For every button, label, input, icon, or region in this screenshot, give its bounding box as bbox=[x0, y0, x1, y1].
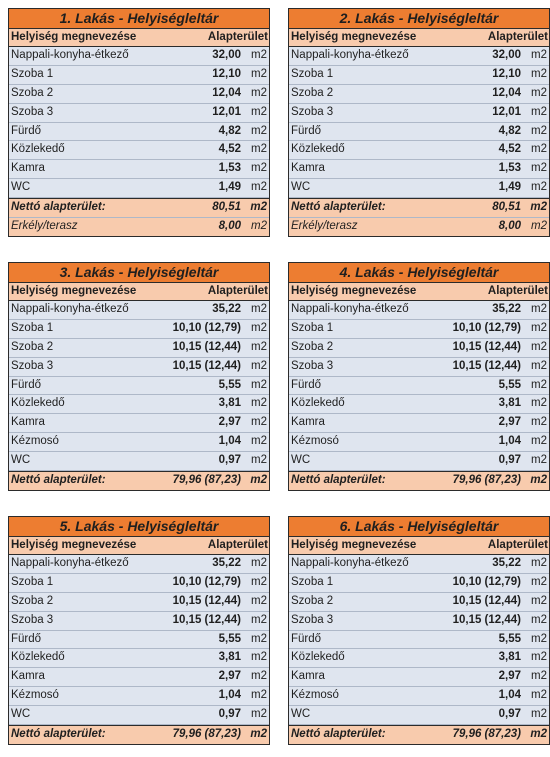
cell-value: 3,81 bbox=[218, 651, 241, 664]
cell-name: Kézmosó bbox=[11, 689, 59, 702]
table-row bbox=[289, 85, 549, 104]
cell-value: 12,01 bbox=[492, 105, 521, 118]
cell-name: Nettó alapterület: bbox=[11, 201, 106, 214]
cell-name: Nappali-konyha-étkező bbox=[11, 557, 129, 569]
cell-unit: m2 bbox=[251, 594, 267, 607]
table-row bbox=[9, 395, 269, 414]
table-row bbox=[9, 631, 269, 650]
table-row bbox=[289, 593, 549, 612]
cell-unit: m2 bbox=[250, 728, 267, 741]
cell-name: Erkély/terasz bbox=[291, 220, 358, 233]
table-row bbox=[289, 706, 549, 725]
cell-unit: m2 bbox=[531, 708, 547, 721]
cell-value: 80,51 bbox=[492, 201, 521, 214]
cell-name: WC bbox=[11, 708, 31, 721]
cell-value: 35,22 bbox=[492, 303, 521, 315]
cell-name: WC bbox=[11, 181, 31, 194]
cell-unit: m2 bbox=[531, 181, 547, 194]
table-row bbox=[9, 414, 269, 433]
cell-name: WC bbox=[291, 454, 311, 467]
cell-name: Közlekedő bbox=[11, 143, 65, 156]
table-row bbox=[9, 377, 269, 396]
cell-name: Fürdő bbox=[291, 632, 322, 645]
table-row bbox=[289, 104, 549, 123]
cell-name: Szoba 2 bbox=[11, 340, 54, 353]
table-row bbox=[289, 160, 549, 179]
cell-name: Nettó alapterület: bbox=[11, 474, 106, 487]
cell-value: 3,81 bbox=[218, 397, 241, 410]
cell-value: 5,55 bbox=[498, 632, 521, 645]
cell-value: 1,04 bbox=[218, 435, 241, 448]
table-row bbox=[289, 358, 549, 377]
cell-name: Szoba 3 bbox=[291, 359, 334, 372]
cell-unit: m2 bbox=[250, 474, 267, 487]
cell-name: Közlekedő bbox=[291, 397, 345, 410]
table-row bbox=[289, 433, 549, 452]
cell-unit: m2 bbox=[251, 124, 267, 137]
cell-name: Nappali-konyha-étkező bbox=[11, 49, 129, 61]
apartment-table-2 bbox=[288, 8, 550, 237]
cell-name: Nettó alapterület: bbox=[291, 201, 386, 214]
cell-unit: m2 bbox=[531, 613, 547, 626]
cell-value: 32,00 bbox=[492, 49, 521, 61]
cell-name: Fürdő bbox=[11, 632, 42, 645]
apartment-table-1 bbox=[8, 8, 270, 237]
cell-value: 12,04 bbox=[492, 86, 521, 99]
cell-unit: m2 bbox=[531, 105, 547, 118]
cell-name: Fürdő bbox=[11, 378, 42, 391]
cell-value: 35,22 bbox=[212, 557, 241, 569]
cell-name: Nappali-konyha-étkező bbox=[11, 303, 129, 315]
cell-name: Szoba 3 bbox=[11, 613, 54, 626]
cell-name: Nappali-konyha-étkező bbox=[291, 49, 409, 61]
cell-name: Kamra bbox=[11, 670, 45, 683]
cell-unit: m2 bbox=[251, 689, 267, 702]
table-header bbox=[289, 29, 549, 47]
cell-unit: m2 bbox=[531, 49, 547, 61]
cell-unit: m2 bbox=[251, 143, 267, 156]
cell-unit: m2 bbox=[531, 340, 547, 353]
cell-value: 2,97 bbox=[218, 416, 241, 429]
cell-unit: m2 bbox=[531, 162, 547, 175]
table-row bbox=[9, 47, 269, 66]
table-row bbox=[9, 649, 269, 668]
cell-name: Szoba 1 bbox=[11, 321, 54, 334]
cell-name: Erkély/terasz bbox=[11, 220, 78, 233]
table-row bbox=[9, 687, 269, 706]
table-row bbox=[9, 320, 269, 339]
cell-name: Kamra bbox=[291, 416, 325, 429]
cell-name: Közlekedő bbox=[291, 143, 345, 156]
cell-unit: m2 bbox=[531, 378, 547, 391]
cell-value: 12,04 bbox=[212, 86, 241, 99]
cell-unit: m2 bbox=[531, 557, 547, 569]
cell-unit: m2 bbox=[251, 575, 267, 588]
cell-value: 3,81 bbox=[498, 397, 521, 410]
net-area-row bbox=[289, 198, 549, 218]
cell-unit: m2 bbox=[251, 340, 267, 353]
table-row bbox=[9, 179, 269, 198]
cell-unit: m2 bbox=[251, 220, 267, 233]
table-header bbox=[9, 283, 269, 301]
table-row bbox=[289, 320, 549, 339]
cell-unit: m2 bbox=[251, 359, 267, 372]
cell-name: Szoba 3 bbox=[11, 359, 54, 372]
cell-unit: m2 bbox=[531, 303, 547, 315]
column-header-room-name: Helyiség megnevezése bbox=[11, 31, 137, 43]
cell-name: Kézmosó bbox=[291, 689, 339, 702]
cell-name: Szoba 1 bbox=[11, 575, 54, 588]
cell-value: 1,53 bbox=[218, 162, 241, 175]
cell-name: Közlekedő bbox=[11, 397, 65, 410]
cell-value: 10,15 (12,44) bbox=[452, 594, 521, 607]
table-row bbox=[289, 377, 549, 396]
net-area-row bbox=[289, 471, 549, 490]
table-row bbox=[9, 452, 269, 471]
cell-value: 10,15 (12,44) bbox=[172, 613, 241, 626]
cell-unit: m2 bbox=[251, 651, 267, 664]
table-row bbox=[9, 668, 269, 687]
cell-unit: m2 bbox=[531, 632, 547, 645]
cell-unit: m2 bbox=[531, 67, 547, 80]
cell-name: Szoba 2 bbox=[11, 86, 54, 99]
cell-name: Közlekedő bbox=[291, 651, 345, 664]
cell-value: 4,82 bbox=[218, 124, 241, 137]
column-header-area: Alapterület bbox=[207, 539, 268, 551]
cell-value: 0,97 bbox=[498, 708, 521, 721]
cell-unit: m2 bbox=[531, 594, 547, 607]
column-header-room-name: Helyiség megnevezése bbox=[291, 285, 417, 297]
table-row bbox=[9, 593, 269, 612]
cell-unit: m2 bbox=[251, 67, 267, 80]
cell-unit: m2 bbox=[531, 689, 547, 702]
cell-name: Szoba 1 bbox=[11, 67, 54, 80]
net-area-row bbox=[9, 725, 269, 744]
table-row bbox=[9, 301, 269, 320]
cell-name: Szoba 3 bbox=[11, 105, 54, 118]
cell-name: Fürdő bbox=[291, 124, 322, 137]
column-header-area: Alapterület bbox=[207, 285, 268, 297]
cell-value: 32,00 bbox=[212, 49, 241, 61]
cell-value: 5,55 bbox=[218, 632, 241, 645]
cell-value: 10,10 (12,79) bbox=[172, 321, 241, 334]
table-row bbox=[9, 574, 269, 593]
cell-value: 4,52 bbox=[498, 143, 521, 156]
table-row bbox=[9, 433, 269, 452]
table-header bbox=[9, 29, 269, 47]
cell-unit: m2 bbox=[251, 86, 267, 99]
cell-value: 2,97 bbox=[218, 670, 241, 683]
cell-unit: m2 bbox=[531, 435, 547, 448]
cell-value: 5,55 bbox=[498, 378, 521, 391]
cell-unit: m2 bbox=[251, 670, 267, 683]
cell-name: WC bbox=[291, 181, 311, 194]
cell-unit: m2 bbox=[531, 416, 547, 429]
table-row bbox=[289, 179, 549, 198]
table-row bbox=[9, 104, 269, 123]
cell-name: Szoba 2 bbox=[291, 86, 334, 99]
cell-unit: m2 bbox=[251, 105, 267, 118]
cell-value: 79,96 (87,23) bbox=[452, 728, 521, 741]
cell-name: Szoba 2 bbox=[291, 340, 334, 353]
cell-value: 10,10 (12,79) bbox=[452, 321, 521, 334]
table-row bbox=[289, 631, 549, 650]
cell-value: 1,49 bbox=[498, 181, 521, 194]
apartment-table-6 bbox=[288, 516, 550, 745]
cell-unit: m2 bbox=[251, 162, 267, 175]
cell-value: 10,15 (12,44) bbox=[452, 340, 521, 353]
column-header-room-name: Helyiség megnevezése bbox=[291, 539, 417, 551]
cell-name: Szoba 2 bbox=[11, 594, 54, 607]
table-row bbox=[289, 555, 549, 574]
table-row bbox=[289, 301, 549, 320]
table-row bbox=[289, 66, 549, 85]
cell-name: Fürdő bbox=[291, 378, 322, 391]
cell-name: Nettó alapterület: bbox=[291, 474, 386, 487]
table-title: 4. Lakás - Helyiségleltár bbox=[289, 263, 549, 283]
cell-value: 10,15 (12,44) bbox=[452, 359, 521, 372]
column-header-area: Alapterület bbox=[487, 31, 548, 43]
cell-value: 3,81 bbox=[498, 651, 521, 664]
cell-value: 10,10 (12,79) bbox=[452, 575, 521, 588]
cell-value: 35,22 bbox=[212, 303, 241, 315]
cell-name: Szoba 2 bbox=[291, 594, 334, 607]
cell-value: 8,00 bbox=[498, 220, 521, 233]
cell-unit: m2 bbox=[251, 378, 267, 391]
table-title: 3. Lakás - Helyiségleltár bbox=[9, 263, 269, 283]
apartment-table-5 bbox=[8, 516, 270, 745]
table-row bbox=[289, 47, 549, 66]
cell-name: Kézmosó bbox=[291, 435, 339, 448]
cell-unit: m2 bbox=[531, 670, 547, 683]
cell-unit: m2 bbox=[530, 201, 547, 214]
cell-value: 79,96 (87,23) bbox=[452, 474, 521, 487]
cell-name: Kamra bbox=[11, 416, 45, 429]
apartment-table-4 bbox=[288, 262, 550, 491]
table-row bbox=[289, 414, 549, 433]
cell-unit: m2 bbox=[531, 397, 547, 410]
cell-value: 1,49 bbox=[218, 181, 241, 194]
cell-name: Szoba 1 bbox=[291, 575, 334, 588]
table-title: 1. Lakás - Helyiségleltár bbox=[9, 9, 269, 29]
cell-name: Fürdő bbox=[11, 124, 42, 137]
cell-value: 0,97 bbox=[218, 708, 241, 721]
cell-value: 79,96 (87,23) bbox=[172, 728, 241, 741]
table-row bbox=[9, 85, 269, 104]
cell-value: 1,53 bbox=[498, 162, 521, 175]
cell-unit: m2 bbox=[250, 201, 267, 214]
cell-unit: m2 bbox=[251, 416, 267, 429]
cell-value: 0,97 bbox=[218, 454, 241, 467]
cell-value: 10,15 (12,44) bbox=[172, 340, 241, 353]
cell-value: 8,00 bbox=[218, 220, 241, 233]
table-row bbox=[289, 668, 549, 687]
cell-value: 12,01 bbox=[212, 105, 241, 118]
cell-unit: m2 bbox=[251, 181, 267, 194]
cell-name: WC bbox=[11, 454, 31, 467]
table-header bbox=[289, 283, 549, 301]
cell-unit: m2 bbox=[251, 321, 267, 334]
table-title: 6. Lakás - Helyiségleltár bbox=[289, 517, 549, 537]
table-row bbox=[289, 141, 549, 160]
net-area-row bbox=[289, 725, 549, 744]
cell-value: 4,52 bbox=[218, 143, 241, 156]
cell-name: Közlekedő bbox=[11, 651, 65, 664]
table-row bbox=[9, 141, 269, 160]
column-header-room-name: Helyiség megnevezése bbox=[291, 31, 417, 43]
table-row bbox=[289, 612, 549, 631]
cell-unit: m2 bbox=[251, 632, 267, 645]
table-row bbox=[9, 358, 269, 377]
apartment-table-3 bbox=[8, 262, 270, 491]
table-row bbox=[9, 339, 269, 358]
balcony-row bbox=[289, 218, 549, 236]
table-row bbox=[9, 555, 269, 574]
table-title: 2. Lakás - Helyiségleltár bbox=[289, 9, 549, 29]
cell-name: Nettó alapterület: bbox=[11, 728, 106, 741]
cell-value: 10,15 (12,44) bbox=[172, 594, 241, 607]
cell-value: 4,82 bbox=[498, 124, 521, 137]
column-header-area: Alapterület bbox=[487, 285, 548, 297]
cell-unit: m2 bbox=[251, 454, 267, 467]
cell-name: Szoba 1 bbox=[291, 321, 334, 334]
cell-value: 12,10 bbox=[212, 67, 241, 80]
cell-unit: m2 bbox=[530, 728, 547, 741]
table-row bbox=[289, 687, 549, 706]
table-row bbox=[9, 612, 269, 631]
cell-unit: m2 bbox=[251, 708, 267, 721]
cell-value: 1,04 bbox=[218, 689, 241, 702]
cell-name: Nettó alapterület: bbox=[291, 728, 386, 741]
cell-value: 0,97 bbox=[498, 454, 521, 467]
cell-name: Kamra bbox=[291, 670, 325, 683]
column-header-area: Alapterület bbox=[207, 31, 268, 43]
cell-unit: m2 bbox=[531, 575, 547, 588]
cell-unit: m2 bbox=[531, 124, 547, 137]
column-header-area: Alapterület bbox=[487, 539, 548, 551]
table-row bbox=[9, 66, 269, 85]
cell-unit: m2 bbox=[531, 143, 547, 156]
cell-value: 5,55 bbox=[218, 378, 241, 391]
cell-unit: m2 bbox=[251, 435, 267, 448]
cell-value: 1,04 bbox=[498, 689, 521, 702]
cell-name: WC bbox=[291, 708, 311, 721]
cell-value: 2,97 bbox=[498, 416, 521, 429]
cell-value: 80,51 bbox=[212, 201, 241, 214]
table-row bbox=[9, 123, 269, 142]
cell-unit: m2 bbox=[251, 303, 267, 315]
table-header bbox=[9, 537, 269, 555]
cell-value: 35,22 bbox=[492, 557, 521, 569]
table-row bbox=[9, 160, 269, 179]
cell-value: 12,10 bbox=[492, 67, 521, 80]
cell-unit: m2 bbox=[531, 86, 547, 99]
cell-name: Szoba 3 bbox=[291, 613, 334, 626]
cell-value: 79,96 (87,23) bbox=[172, 474, 241, 487]
cell-value: 10,15 (12,44) bbox=[172, 359, 241, 372]
cell-unit: m2 bbox=[530, 474, 547, 487]
cell-value: 2,97 bbox=[498, 670, 521, 683]
cell-name: Szoba 1 bbox=[291, 67, 334, 80]
cell-name: Nappali-konyha-étkező bbox=[291, 557, 409, 569]
cell-unit: m2 bbox=[531, 454, 547, 467]
cell-unit: m2 bbox=[251, 613, 267, 626]
cell-unit: m2 bbox=[531, 359, 547, 372]
table-title: 5. Lakás - Helyiségleltár bbox=[9, 517, 269, 537]
table-row bbox=[289, 339, 549, 358]
cell-value: 10,10 (12,79) bbox=[172, 575, 241, 588]
cell-name: Kézmosó bbox=[11, 435, 59, 448]
table-row bbox=[289, 574, 549, 593]
column-header-room-name: Helyiség megnevezése bbox=[11, 539, 137, 551]
cell-unit: m2 bbox=[251, 49, 267, 61]
cell-name: Kamra bbox=[291, 162, 325, 175]
net-area-row bbox=[9, 471, 269, 490]
cell-value: 1,04 bbox=[498, 435, 521, 448]
column-header-room-name: Helyiség megnevezése bbox=[11, 285, 137, 297]
table-row bbox=[289, 649, 549, 668]
table-row bbox=[289, 452, 549, 471]
cell-unit: m2 bbox=[531, 651, 547, 664]
table-row bbox=[289, 123, 549, 142]
cell-unit: m2 bbox=[251, 557, 267, 569]
table-row bbox=[9, 706, 269, 725]
table-header bbox=[289, 537, 549, 555]
cell-unit: m2 bbox=[251, 397, 267, 410]
cell-name: Kamra bbox=[11, 162, 45, 175]
cell-name: Nappali-konyha-étkező bbox=[291, 303, 409, 315]
balcony-row bbox=[9, 218, 269, 236]
table-row bbox=[289, 395, 549, 414]
cell-unit: m2 bbox=[531, 321, 547, 334]
cell-name: Szoba 3 bbox=[291, 105, 334, 118]
net-area-row bbox=[9, 198, 269, 218]
cell-value: 10,15 (12,44) bbox=[452, 613, 521, 626]
cell-unit: m2 bbox=[531, 220, 547, 233]
